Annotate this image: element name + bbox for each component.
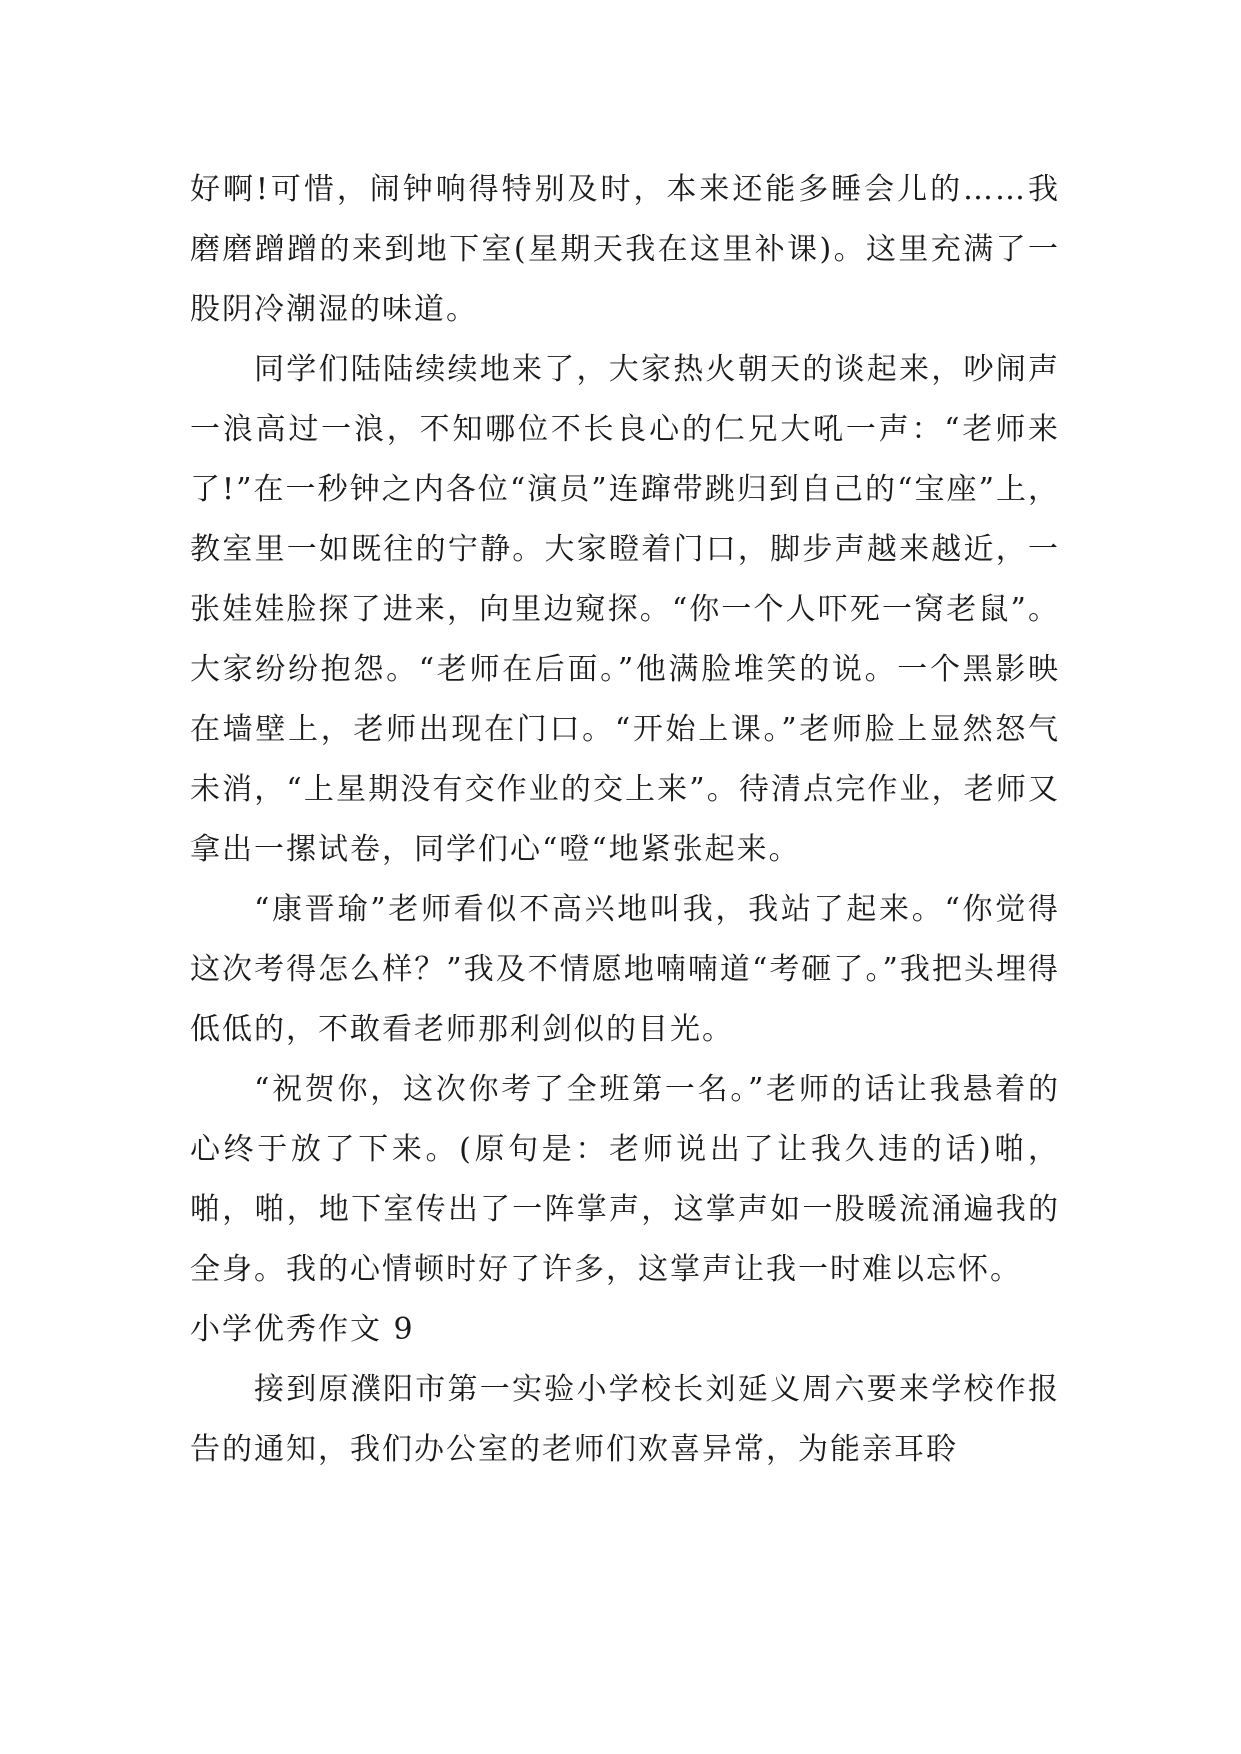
- paragraph-2: 同学们陆陆续续地来了，大家热火朝天的谈起来，吵闹声一浪高过一浪，不知哪位不长良心的仁兄大吼一声：“老师来了!”在一秒钟之内各位“演员”连蹿带跳归到自己的“宝座”上，教室里一如既往的宁静。大家瞪着门口，脚步声越来越近，一张娃娃脸探了进来，向里边窥探。“你一个人吓死一窝老鼠”。大家纷纷抱怨。“老师在后面。”他满脸堆笑的说。一个黑影映在墙壁上，老师出现在门口。“开始上课。”老师脸上显然怒气未消，“上星期没有交作业的交上来”。待清点完作业，老师又拿出一摞试卷，同学们心“噔“地紧张起来。: [190, 352, 1060, 867]
- document-page: [190, 160, 1060, 1480]
- paragraph-5: 接到原濮阳市第一实验小学校长刘延义周六要来学校作报告的通知，我们办公室的老师们欢喜异常，为能亲耳聆: [190, 1372, 1060, 1467]
- paragraph-1: 好啊!可惜，闹钟响得特别及时，本来还能多睡会儿的……我磨磨蹭蹭的来到地下室(星期天我在这里补课)。这里充满了一股阴冷潮湿的味道。: [190, 172, 1060, 327]
- paragraph-3: “康晋瑜”老师看似不高兴地叫我，我站了起来。“你觉得这次考得怎么样？”我及不情愿地喃喃道“考砸了。”我把头埋得低低的，不敢看老师那利剑似的目光。: [190, 892, 1060, 1047]
- paragraph-4: “祝贺你，这次你考了全班第一名。”老师的话让我悬着的心终于放了下来。(原句是：老师说出了让我久违的话)啪，啪，啪，地下室传出了一阵掌声，这掌声如一股暖流涌遍我的全身。我的心情顿时好了许多，这掌声让我一时难以忘怀。: [190, 1072, 1060, 1287]
- section-heading: 小学优秀作文 9: [190, 1312, 415, 1347]
